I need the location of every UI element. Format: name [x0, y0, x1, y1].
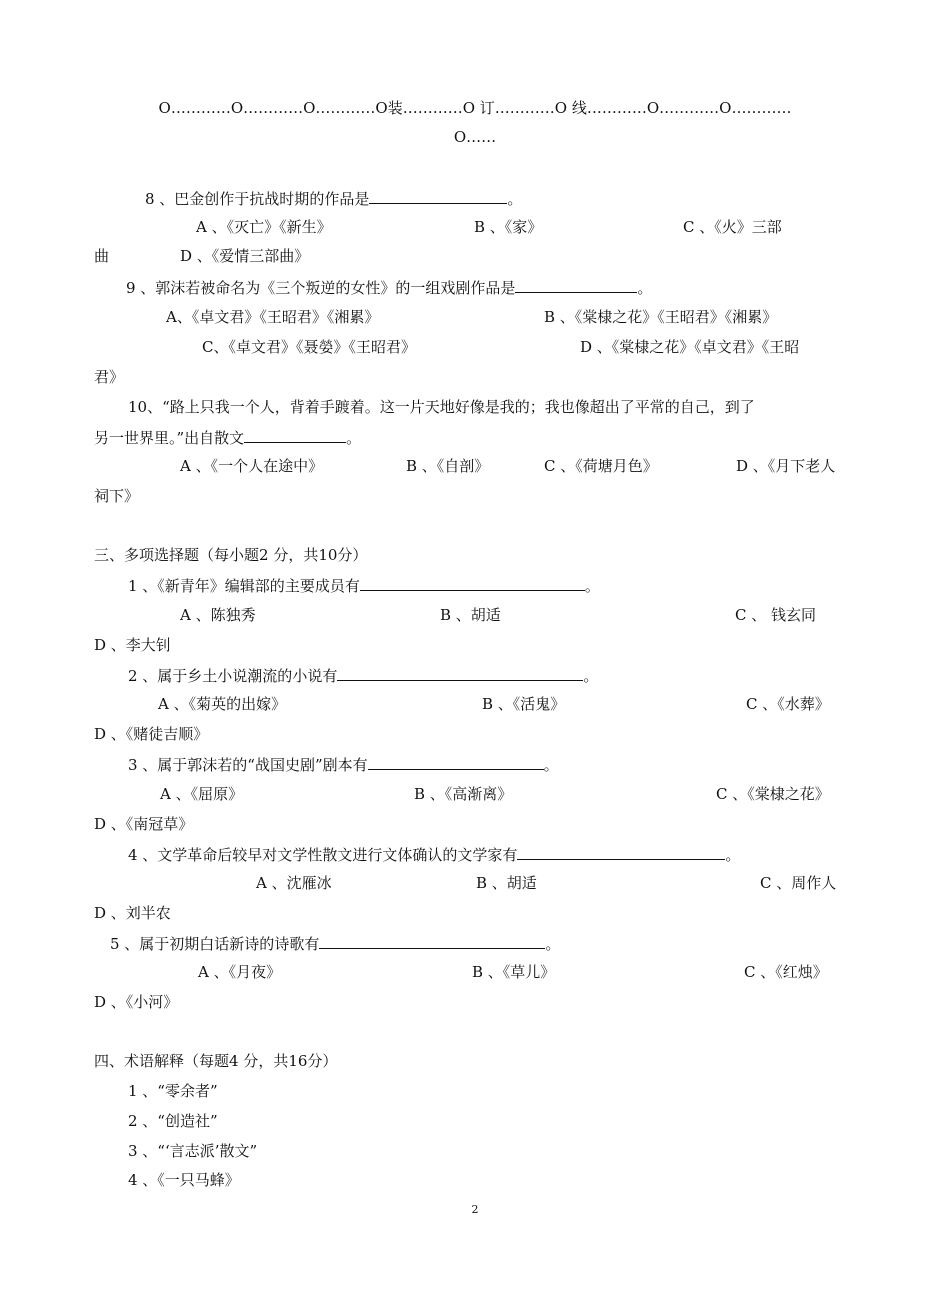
s3-q1-stem: [128, 575, 600, 596]
s3-q3-answer-blank[interactable]: [368, 754, 544, 770]
s3-q5-option-d: D 、《小河》: [94, 993, 179, 1011]
s3-q1-option-b: B 、胡适: [440, 606, 501, 624]
q9-stem-end: 。: [637, 279, 653, 297]
s3-q4-option-d: D 、刘半农: [94, 904, 171, 922]
s3-q2-option-c: C 、《水葬》: [746, 695, 830, 713]
section3-heading: 三、多项选择题（每小题2 分，共10分）: [94, 546, 368, 564]
q9-option-c: C、《卓文君》《聂嫈》《王昭君》: [202, 338, 416, 356]
binding-line-bottom: O……: [453, 128, 497, 146]
s3-q1-option-a: A 、陈独秀: [180, 606, 256, 624]
s3-q4-option-c: C 、周作人: [760, 874, 837, 892]
s3-q5-stem-end: 。: [545, 935, 561, 953]
s3-q1-option-d: D 、李大钊: [94, 636, 171, 654]
s3-q2-stem-end: 。: [583, 667, 599, 685]
q8-option-b: B 、《家》: [474, 218, 543, 236]
s3-q1-stem-end: 。: [584, 577, 600, 595]
s3-q3-option-b: B 、《高渐离》: [414, 785, 513, 803]
q10-stem-line1: 10、“路上只我一个人，背着手踱着。这一片天地好像是我的；我也像超出了平常的自己，到了: [128, 398, 755, 416]
s3-q2-stem: [128, 665, 598, 686]
section4-heading: 四、术语解释（每题4 分，共16分）: [94, 1052, 338, 1070]
s3-q5-answer-blank[interactable]: [319, 933, 545, 949]
s3-q4-stem: [128, 844, 740, 865]
s3-q3-option-d: D 、《南冠草》: [94, 815, 194, 833]
q10-option-d-wrap: 祠下》: [94, 487, 140, 505]
s3-q3-stem-end: 。: [543, 756, 559, 774]
s3-q3-stem: [128, 754, 559, 775]
s3-q4-stem-text: 4 、文学革命后较早对文学性散文进行文体确认的文学家有: [128, 846, 518, 864]
s3-q4-stem-end: 。: [725, 846, 741, 864]
q9-option-a: A、《卓文君》《王昭君》《湘累》: [166, 308, 380, 326]
s3-q2-stem-text: 2 、属于乡土小说潮流的小说有: [128, 667, 338, 685]
s4-term-4: 4 、《一只马蜂》: [128, 1171, 240, 1189]
s3-q2-option-a: A 、《菊英的出嫁》: [158, 695, 287, 713]
page-number: 2: [471, 1203, 479, 1216]
s3-q2-answer-blank[interactable]: [337, 665, 583, 681]
binding-line-top: O…………O…………O…………O装…………O 订…………O 线…………O…………O…………: [158, 99, 792, 117]
s3-q1-stem-text: 1 、《新青年》编辑部的主要成员有: [128, 577, 360, 595]
s3-q1-answer-blank[interactable]: [360, 575, 585, 591]
q8-option-a: A 、《灭亡》《新生》: [196, 218, 332, 236]
s3-q3-option-a: A 、《屈原》: [160, 785, 244, 803]
s3-q5-option-b: B 、《草儿》: [472, 963, 556, 981]
q10-stem-text: 另一世界里。”出自散文: [94, 429, 245, 447]
s4-term-3: 3 、“‘言志派’散文”: [128, 1142, 258, 1160]
q9-answer-blank[interactable]: [515, 277, 637, 293]
q10-option-a: A 、《一个人在途中》: [180, 457, 324, 475]
s3-q5-stem: [110, 933, 560, 954]
q9-option-d: D 、《棠棣之花》《卓文君》《王昭: [580, 338, 800, 356]
s3-q5-option-c: C 、《红烛》: [744, 963, 828, 981]
q8-stem-text: 8 、巴金创作于抗战时期的作品是: [145, 190, 370, 208]
q8-option-c: C 、《火》三部: [683, 218, 782, 236]
q10-option-d: D 、《月下老人: [736, 457, 836, 475]
q10-option-c: C 、《荷塘月色》: [544, 457, 658, 475]
q10-answer-blank[interactable]: [244, 427, 346, 443]
q10-stem-end: 。: [346, 429, 362, 447]
s3-q3-stem-text: 3 、属于郭沫若的“战国史剧”剧本有: [128, 756, 368, 774]
s4-term-1: 1 、“零余者”: [128, 1082, 218, 1100]
s3-q2-option-b: B 、《活鬼》: [482, 695, 566, 713]
s4-term-2: 2 、“创造社”: [128, 1112, 218, 1130]
s3-q2-option-d: D 、《赌徒吉顺》: [94, 725, 209, 743]
q8-option-c-wrap: 曲: [94, 247, 110, 265]
q8-answer-blank[interactable]: [369, 188, 507, 204]
q10-stem-line2: [94, 427, 361, 448]
q9-stem-text: 9 、郭沫若被命名为《三个叛逆的女性》的一组戏剧作品是: [126, 279, 516, 297]
s3-q5-option-a: A 、《月夜》: [198, 963, 282, 981]
s3-q5-stem-text: 5 、属于初期白话新诗的诗歌有: [110, 935, 320, 953]
q10-option-b: B 、《自剖》: [406, 457, 490, 475]
s3-q4-answer-blank[interactable]: [517, 844, 725, 860]
q9-option-d-wrap: 君》: [94, 368, 125, 386]
s3-q4-option-a: A 、沈雁冰: [256, 874, 332, 892]
q9-stem: [126, 277, 652, 298]
q8-stem: [145, 188, 522, 209]
q9-option-b: B 、《棠棣之花》《王昭君》《湘累》: [544, 308, 778, 326]
s3-q1-option-c: C 、 钱玄同: [735, 606, 817, 624]
s3-q4-option-b: B 、胡适: [476, 874, 537, 892]
q8-option-d: D 、《爱情三部曲》: [180, 247, 310, 265]
s3-q3-option-c: C 、《棠棣之花》: [716, 785, 830, 803]
q8-stem-end: 。: [507, 190, 523, 208]
